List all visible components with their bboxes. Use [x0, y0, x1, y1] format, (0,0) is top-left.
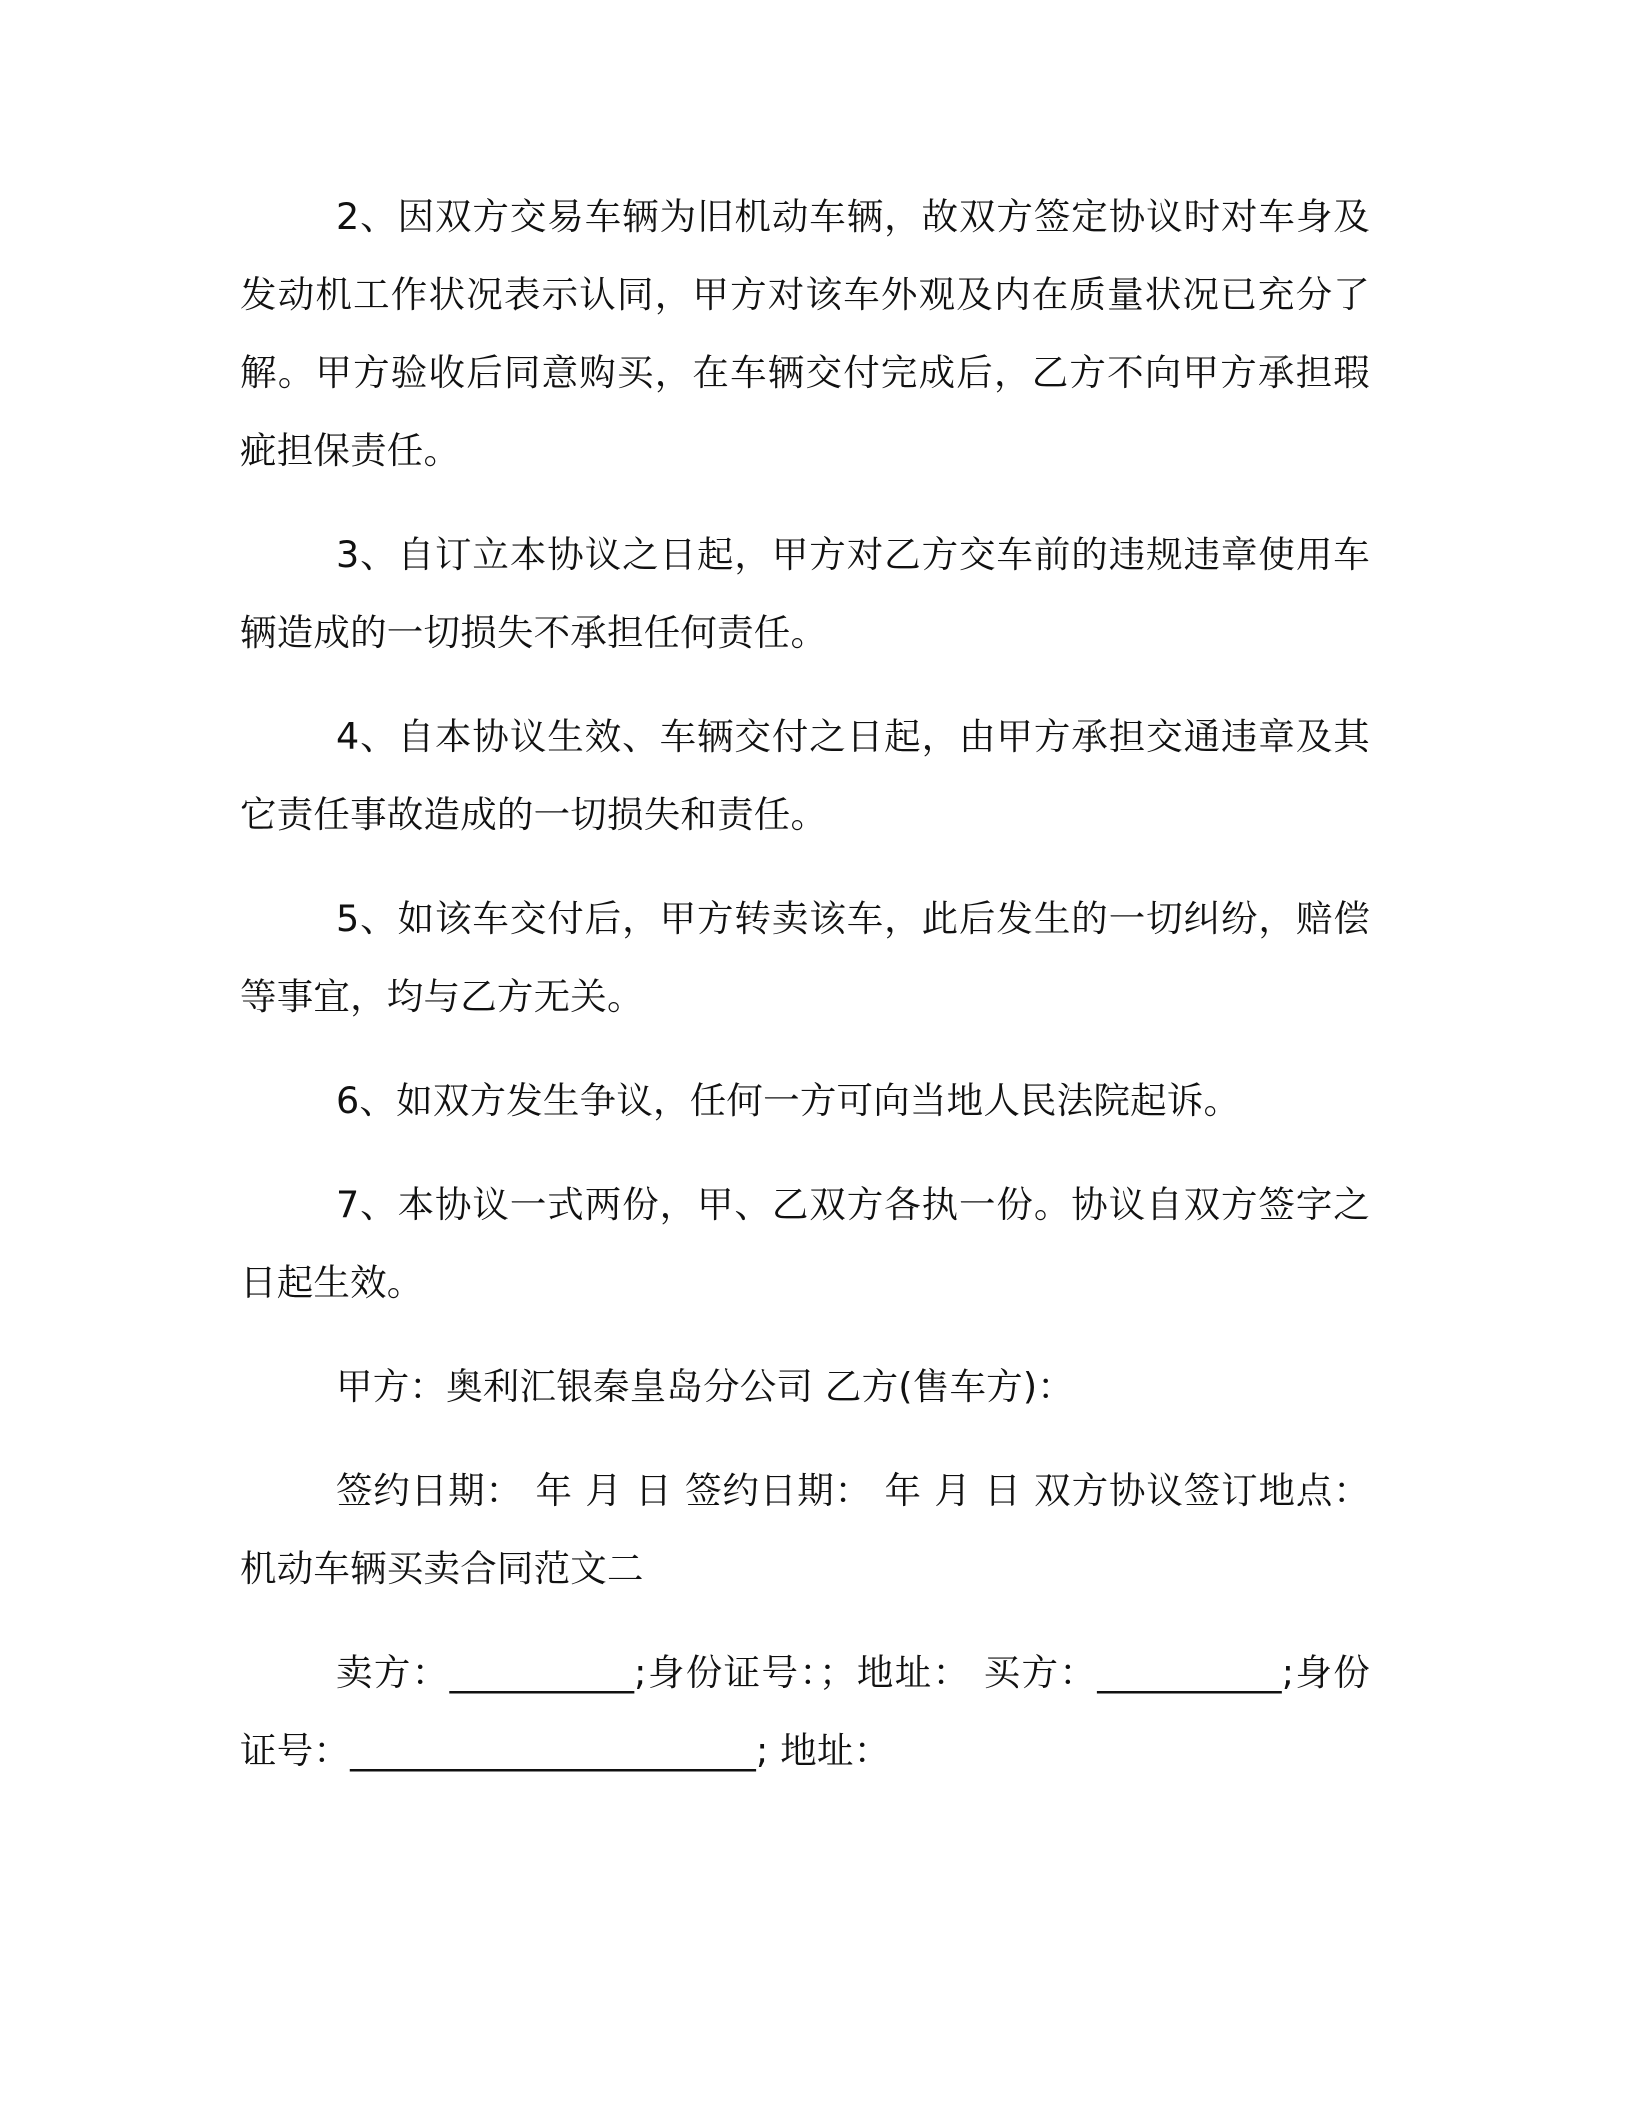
signing-date-line: 签约日期： 年 月 日 签约日期： 年 月 日 双方协议签订地点：机动车辆买卖合同范文二 — [240, 1469, 1370, 1590]
clause-2-paragraph: 2、因双方交易车辆为旧机动车辆，故双方签定协议时对车身及发动机工作状况表示认同，甲方对该车外观及内在质量状况已充分了解。甲方验收后同意购买，在车辆交付完成后，乙方不向甲方承担瑕疵担保责任。 — [240, 195, 1370, 472]
parties-line: 甲方：奥利汇银秦皇岛分公司 乙方(售车方)： — [336, 1365, 1074, 1408]
clause-7-paragraph: 7、本协议一式两份，甲、乙双方各执一份。协议自双方签字之日起生效。 — [240, 1183, 1370, 1304]
seller-buyer-info-line: 卖方：__________;身份证号：；地址： 买方：__________;身份证号：______________________; 地址： — [240, 1651, 1370, 1772]
clause-5-paragraph: 5、如该车交付后，甲方转卖该车，此后发生的一切纠纷，赔偿等事宜，均与乙方无关。 — [240, 897, 1370, 1018]
clause-3-paragraph: 3、自订立本协议之日起，甲方对乙方交车前的违规违章使用车辆造成的一切损失不承担任何责任。 — [240, 533, 1370, 654]
clause-6-paragraph: 6、如双方发生争议，任何一方可向当地人民法院起诉。 — [336, 1079, 1241, 1122]
document-body — [240, 178, 1370, 1790]
clause-4-paragraph: 4、自本协议生效、车辆交付之日起，由甲方承担交通违章及其它责任事故造成的一切损失和责任。 — [240, 715, 1370, 836]
